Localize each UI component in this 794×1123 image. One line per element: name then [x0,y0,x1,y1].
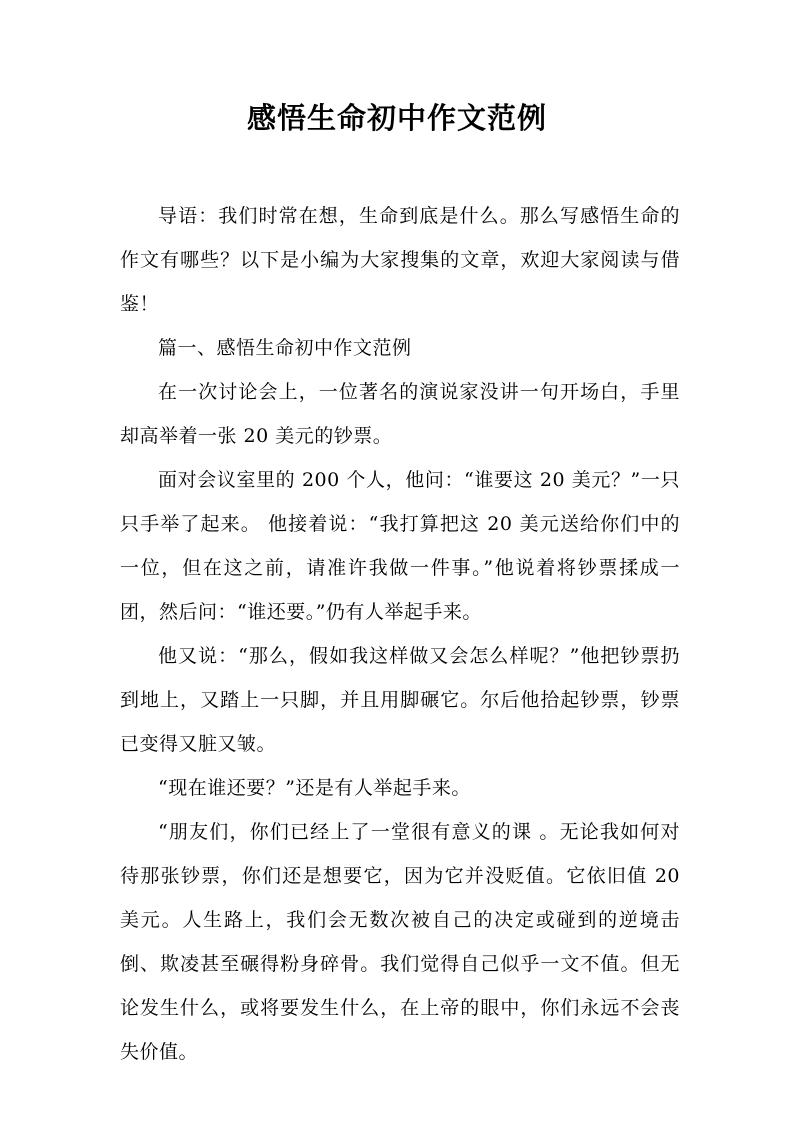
document-title: 感悟生命初中作文范例 [246,101,547,135]
paragraph: “现在谁还要？”还是有人举起手来。 [158,777,471,799]
paragraph: 面对会议室里的 200 个人，他问：“谁要这 20 美元？”一只只手举了起来。 他接着说：“我打算把这 20 美元送给你们中的一位，但在这之前，请准许我做一件事。”他说着将钞票揉成一团，然后问：“谁还要。”仍有人举起手来。 [120,469,680,623]
paragraph: 在一次讨论会上，一位著名的演说家没讲一句开场白，手里却高举着一张 20 美元的钞票。 [120,381,680,447]
paragraph: 他又说：“那么，假如我这样做又会怎么样呢？”他把钞票扔到地上，又踏上一只脚，并且用脚碾它。尔后他拾起钞票，钞票已变得又脏又皱。 [120,645,680,755]
paragraph-section-heading: 篇一、感悟生命初中作文范例 [158,337,412,359]
paragraph-intro: 导语：我们时常在想，生命到底是什么。那么写感悟生命的作文有哪些？以下是小编为大家搜集的文章，欢迎大家阅读与借鉴！ [120,205,680,315]
paragraph: “朋友们，你们已经上了一堂很有意义的课 。无论我如何对待那张钞票，你们还是想要它，因为它并没贬值。它依旧值 20 美元。人生路上，我们会无数次被自己的决定或碰到的逆境击倒、欺凌甚至碾得粉身碎骨。我们觉得自己似乎一文不值。但无论发生什么，或将要发生什么，在上帝的眼中，你们永远不会丧失价值。 [120,821,680,1063]
document-body [120,194,680,1074]
